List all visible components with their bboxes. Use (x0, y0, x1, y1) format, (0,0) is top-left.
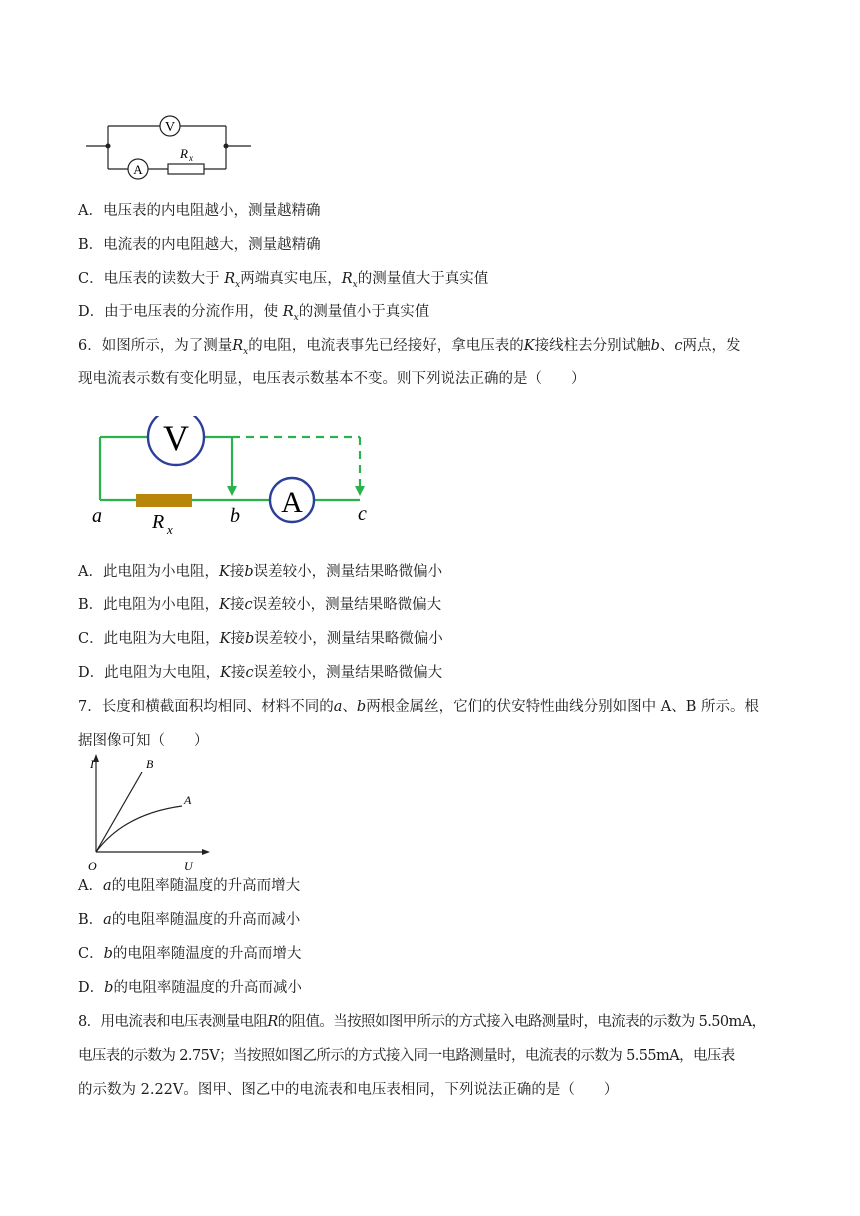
variable-point: c (245, 665, 254, 681)
variable-k: K (220, 665, 231, 681)
variable: a (103, 912, 112, 928)
option-text: 误差较小，测量结果略微偏小 (253, 564, 443, 580)
subscript: x (235, 279, 241, 290)
option-letter: D． (78, 304, 105, 320)
q5-option-d[interactable] (78, 302, 429, 328)
option-letter: B． (78, 237, 104, 253)
option-letter: A． (78, 564, 103, 580)
q7-option-d[interactable] (78, 978, 302, 998)
ammeter-label: A (133, 162, 143, 177)
option-text: 的电阻率随温度的升高而减小 (111, 912, 301, 928)
q8-stem-line-2: 电压表的示数为 2.75V；当按照如图乙所示的方式接入同一电路测量时，电流表的示数为 5.55mA，电压表 (78, 1048, 735, 1064)
option-text: 的电阻率随温度的升高而减小 (113, 980, 302, 996)
q7-stem-line-2: 据图像可知（ ） (78, 733, 209, 749)
q6-stem-line-2: 现电流表示数有变化明显，电压表示数基本不变。则下列说法正确的是（ ） (78, 371, 586, 387)
q8-stem-line-1 (78, 1012, 765, 1032)
q6-stem-line-1 (78, 336, 741, 362)
origin-label: O (88, 859, 97, 872)
option-letter: C． (78, 271, 104, 287)
variable: b (104, 980, 114, 996)
stem-text: 、 (659, 338, 675, 354)
option-text: 此电阻为大电阻， (103, 631, 220, 647)
q6-option-c[interactable] (78, 629, 443, 649)
stem-text: 的电阻，电流表事先已经接好，拿电压表的 (248, 338, 524, 354)
q7-stem-line-1 (78, 697, 759, 717)
x-axis-label: U (184, 859, 193, 872)
q7-option-a[interactable] (78, 876, 300, 896)
point-a-label: a (92, 505, 102, 527)
q6-option-b[interactable] (78, 595, 441, 615)
option-letter: D． (78, 665, 105, 681)
option-letter: A． (78, 878, 103, 894)
variable-point: b (244, 631, 255, 647)
variable-c: c (674, 338, 683, 354)
point-b-label: b (230, 505, 240, 527)
option-text: 接 (230, 597, 245, 613)
iv-graph-figure (84, 754, 214, 872)
option-text: 电流表的内电阻越大，测量越精确 (103, 237, 321, 253)
variable-b: b (356, 699, 367, 715)
curve-b-label: B (146, 757, 154, 771)
option-letter: C． (78, 946, 104, 962)
variable-k: K (219, 631, 231, 647)
option-text: 误差较小，测量结果略微偏小 (254, 631, 443, 647)
variable-r: R (282, 304, 294, 320)
option-text: 误差较小，测量结果略微偏大 (253, 665, 443, 681)
circuit-figure-1 (86, 112, 256, 184)
variable-r: R (224, 271, 236, 287)
variable-k: K (219, 597, 230, 613)
option-text: 的测量值大于真实值 (357, 271, 489, 287)
option-letter: B． (78, 597, 104, 613)
q5-option-b[interactable] (78, 235, 321, 255)
curve-a-label: A (184, 793, 192, 807)
voltmeter-label: V (164, 120, 176, 135)
subscript: x (243, 346, 249, 357)
option-letter: D． (78, 980, 105, 996)
variable-r: R (232, 338, 244, 354)
option-letter: A． (78, 203, 103, 219)
subscript: x (293, 312, 299, 323)
q8-stem-line-3: 的示数为 2.22V。图甲、图乙中的电流表和电压表相同，下列说法正确的是（ ） (78, 1082, 619, 1098)
variable-point: c (244, 597, 253, 613)
stem-text: 7．长度和横截面积均相同、材料不同的 (78, 699, 334, 715)
resistor-label: R (152, 511, 165, 533)
option-text: 此电阻为大电阻， (104, 665, 221, 681)
stem-text: 、 (342, 699, 357, 715)
voltmeter-label: V (163, 418, 189, 458)
q6-option-a[interactable] (78, 562, 442, 582)
variable-b: b (650, 338, 660, 354)
option-text: 此电阻为小电阻， (103, 597, 220, 613)
q7-option-c[interactable] (78, 944, 301, 964)
variable-r: R (341, 271, 353, 287)
ammeter-label: A (281, 486, 303, 519)
option-text: 接 (229, 564, 245, 580)
variable-a: a (333, 699, 343, 715)
option-text: 两端真实电压， (240, 271, 342, 287)
resistor-label: R (180, 146, 188, 161)
option-text: 误差较小，测量结果略微偏大 (252, 597, 442, 613)
option-text: 的测量值小于真实值 (298, 304, 430, 320)
variable-point: b (244, 564, 254, 580)
stem-text: 接线柱去分别试触 (534, 338, 651, 354)
point-c-label: c (358, 503, 367, 525)
q6-option-d[interactable] (78, 663, 442, 683)
option-text: 此电阻为小电阻， (102, 564, 219, 580)
stem-text: 的阻值。当按照如图甲所示的方式接入电路测量时，电流表的示数为 5.50mA， (277, 1014, 766, 1030)
circuit-figure-2 (88, 416, 378, 536)
variable-k: K (218, 564, 230, 580)
stem-text: 两根金属丝，它们的伏安特性曲线分别如图中 A、B 所示。根 (366, 699, 760, 715)
option-text: 电压表的读数大于 (103, 271, 220, 287)
option-text: 的电阻率随温度的升高而增大 (111, 878, 301, 894)
option-text: 接 (230, 665, 246, 681)
option-text: 电压表的内电阻越小，测量越精确 (102, 203, 321, 219)
stem-text: 两点，发 (682, 338, 741, 354)
variable: b (103, 946, 113, 962)
q5-option-c[interactable] (78, 269, 488, 295)
option-text: 由于电压表的分流作用，使 (104, 304, 279, 320)
option-text: 接 (230, 631, 245, 647)
y-axis-label: I (90, 757, 94, 771)
stem-text: 6．如图所示，为了测量 (78, 338, 233, 354)
q7-option-b[interactable] (78, 910, 300, 930)
q5-option-a[interactable] (78, 201, 320, 221)
variable-r: R (267, 1014, 278, 1030)
variable-k: K (523, 338, 535, 354)
subscript: x (352, 279, 358, 290)
option-letter: B． (78, 912, 104, 928)
option-text: 的电阻率随温度的升高而增大 (112, 946, 302, 962)
resistor-subscript: x (167, 522, 173, 536)
stem-text: 8．用电流表和电压表测量电阻 (78, 1014, 268, 1030)
resistor-subscript: x (189, 153, 193, 163)
option-letter: C． (78, 631, 104, 647)
variable: a (102, 878, 112, 894)
